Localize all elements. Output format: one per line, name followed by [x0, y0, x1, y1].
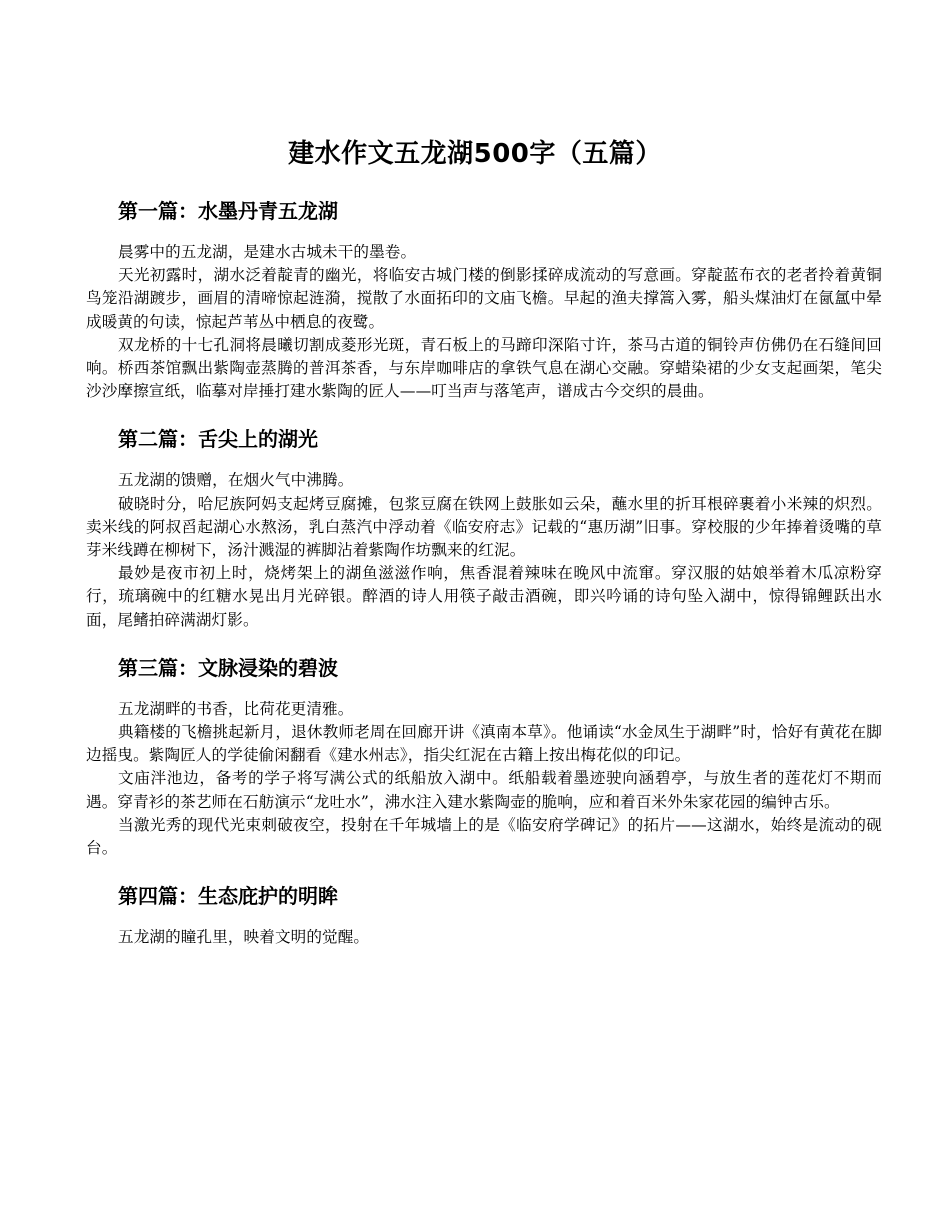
- paragraph: 双龙桥的十七孔洞将晨曦切割成菱形光斑，青石板上的马蹄印深陷寸许，茶马古道的铜铃声仿佛仍在石缝间回响。桥西茶馆飘出紫陶壶蒸腾的普洱茶香，与东岸咖啡店的拿铁气息在湖心交融。穿蜡染裙的少女支起画架，笔尖沙沙摩擦宣纸，临摹对岸捶打建水紫陶的匠人——叮当声与落笔声，谱成古今交织的晨曲。: [86, 335, 882, 401]
- paragraph: 最妙是夜市初上时，烧烤架上的湖鱼滋滋作响，焦香混着辣味在晚风中流窜。穿汉服的姑娘举着木瓜凉粉穿行，琉璃碗中的红糖水晃出月光碎银。醉酒的诗人用筷子敲击酒碗，即兴吟诵的诗句坠入湖中，惊得锦鲤跃出水面，尾鳍拍碎满湖灯影。: [86, 564, 882, 629]
- section-1: [86, 196, 882, 403]
- section-heading: 第四篇：生态庇护的明眸: [118, 884, 338, 909]
- section-2: [86, 424, 882, 631]
- paragraph: 典籍楼的飞檐挑起新月，退休教师老周在回廊开讲《滇南本草》。他诵读“水金凤生于湖畔”时，恰好有黄花在脚边摇曳。紫陶匠人的学徒偷闲翻看《建水州志》，指尖红泥在古籍上按出梅花似的印记。: [86, 723, 882, 765]
- section-3: [86, 653, 882, 860]
- paragraph: 文庙泮池边，备考的学子将写满公式的纸船放入湖中。纸船载着墨迹驶向涵碧亭，与放生者的莲花灯不期而遇。穿青衫的茶艺师在石舫演示“龙吐水”，沸水注入建水紫陶壶的脆响，应和着百米外朱家花园的编钟古乐。: [86, 769, 882, 811]
- paragraph: 五龙湖的馈赠，在烟火气中沸腾。: [118, 471, 354, 490]
- document-body: [86, 196, 882, 970]
- section-heading: 第三篇：文脉浸染的碧波: [118, 655, 338, 680]
- paragraph: 晨雾中的五龙湖，是建水古城未干的墨卷。: [118, 243, 417, 261]
- section-heading: 第一篇：水墨丹青五龙湖: [118, 199, 338, 223]
- section-4: [86, 881, 882, 949]
- paragraph: 天光初露时，湖水泛着靛青的幽光，将临安古城门楼的倒影揉碎成流动的写意画。穿靛蓝布衣的老者拎着黄铜鸟笼沿湖踱步，画眉的清啼惊起涟漪，搅散了水面拓印的文庙飞檐。早起的渔夫撑篙入雾，船头煤油灯在氤氲中晕成暖黄的句读，惊起芦苇丛中栖息的夜鹭。: [86, 266, 882, 331]
- page-title: 建水作文五龙湖500字（五篇）: [288, 139, 662, 169]
- paragraph: 破晓时分，哈尼族阿妈支起烤豆腐摊，包浆豆腐在铁网上鼓胀如云朵，蘸水里的折耳根碎裹着小米辣的炽烈。卖米线的阿叔舀起湖心水熬汤，乳白蒸汽中浮动着《临安府志》记载的“惠历湖”旧事。穿校服的少年捧着烫嘴的草芽米线蹲在柳树下，汤汁溅湿的裤脚沾着紫陶作坊飘来的红泥。: [86, 494, 882, 560]
- paragraph: 五龙湖畔的书香，比荷花更清雅。: [118, 699, 354, 718]
- paragraph: 五龙湖的瞳孔里，映着文明的觉醒。: [118, 928, 370, 947]
- section-heading: 第二篇：舌尖上的湖光: [118, 427, 318, 452]
- paragraph: 当激光秀的现代光束刺破夜空，投射在千年城墙上的是《临安府学碑记》的拓片——这湖水，始终是流动的砚台。: [86, 815, 882, 858]
